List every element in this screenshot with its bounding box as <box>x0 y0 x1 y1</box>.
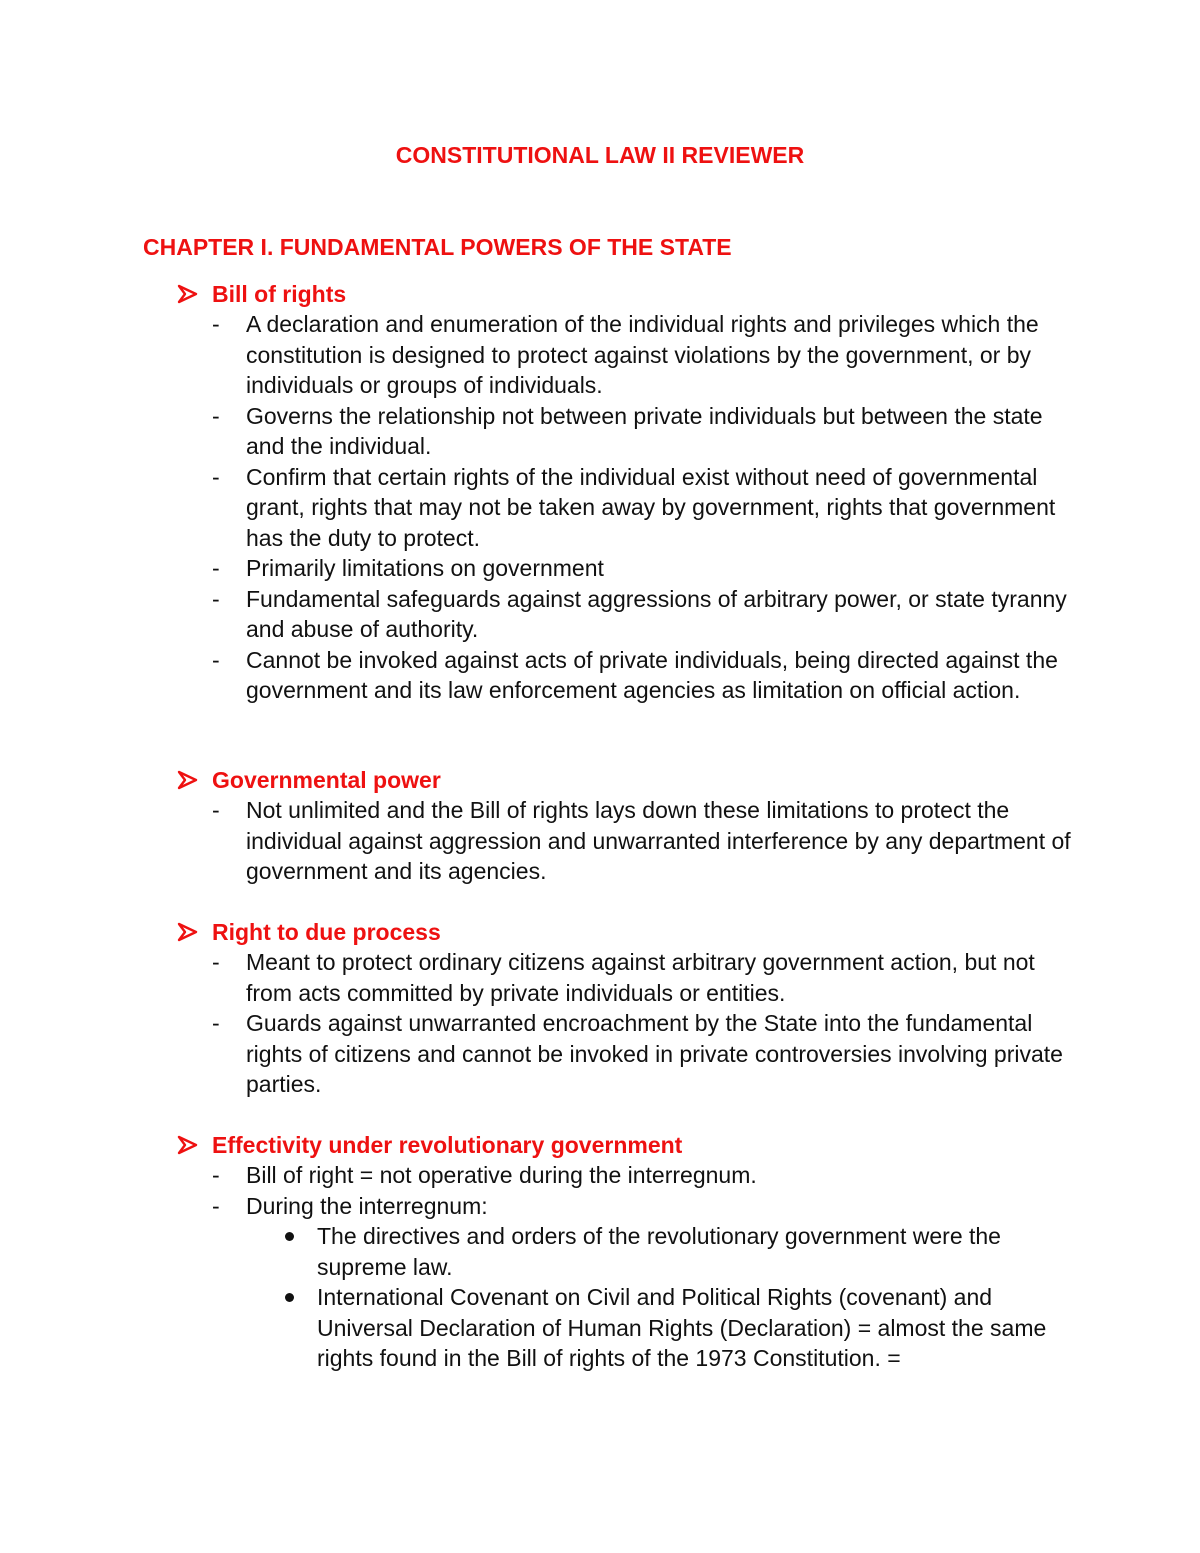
list-item: - Cannot be invoked against acts of private individuals, being directed against the government and its law enforcement agencies as limitation on official action. <box>212 646 1058 703</box>
section-bill-of-rights <box>174 279 1074 706</box>
list-item: - During the interregnum: <box>174 1191 1074 1222</box>
section-heading-text: Effectivity under revolutionary government <box>212 1132 683 1158</box>
section-heading <box>174 765 1074 795</box>
section-heading-text: Right to due process <box>212 919 441 945</box>
dash-icon: - <box>212 463 220 490</box>
sub-list-item: International Covenant on Civil and Political Rights (covenant) and Universal Declaration of Human Rights (Declaration) = almost the same rights found in the Bill of rights of the 1973 Constitution. = <box>174 1282 1074 1374</box>
arrow-bullet-icon <box>174 917 204 947</box>
bullet-dot-icon <box>285 1293 294 1302</box>
chapter-heading: CHAPTER I. FUNDAMENTAL POWERS OF THE STATE <box>143 234 732 260</box>
item-list <box>174 1160 1074 1221</box>
dash-icon: - <box>212 646 220 673</box>
list-item: - Meant to protect ordinary citizens against arbitrary government action, but not from acts committed by private individuals or entities. <box>212 949 1035 1006</box>
list-item: - Confirm that certain rights of the individual exist without need of governmental grant, rights that may not be taken away by government, rights that government has the duty to protect. <box>212 463 1056 551</box>
item-list <box>174 309 1074 706</box>
section-governmental-power <box>174 765 1074 887</box>
list-item: - Fundamental safeguards against aggressions of arbitrary power, or state tyranny and abuse of authority. <box>212 585 1067 642</box>
list-item: - Not unlimited and the Bill of rights lays down these limitations to protect the individual against aggression and unwarranted interference by any department of government and its agencies. <box>212 797 1071 884</box>
section-heading <box>174 279 1074 309</box>
arrow-bullet-icon <box>174 1130 204 1160</box>
sub-item-list <box>174 1221 1074 1374</box>
section-heading <box>174 1130 1074 1160</box>
section-heading-text: Bill of rights <box>212 281 347 307</box>
section-effectivity-revolutionary-government <box>174 1130 1074 1374</box>
dash-icon: - <box>212 585 220 612</box>
section-heading-text: Governmental power <box>212 767 441 793</box>
list-item: - Governs the relationship not between private individuals but between the state and the individual. <box>212 402 1043 459</box>
dash-icon: - <box>212 949 220 975</box>
sub-list-item: The directives and orders of the revolutionary government were the supreme law. <box>174 1221 1074 1282</box>
document-title: CONSTITUTIONAL LAW II REVIEWER <box>395 142 805 168</box>
dash-icon: - <box>212 311 220 337</box>
dash-icon: - <box>212 797 220 823</box>
item-list <box>174 795 1074 887</box>
list-item: - Primarily limitations on government <box>174 553 1074 584</box>
dash-icon: - <box>212 555 220 581</box>
dash-icon: - <box>212 1162 220 1188</box>
arrow-bullet-icon <box>174 279 204 309</box>
arrow-bullet-icon <box>174 765 204 795</box>
list-item: - Bill of right = not operative during the interregnum. <box>174 1160 1074 1191</box>
list-item: - Guards against unwarranted encroachment by the State into the fundamental rights of citizens and cannot be invoked in private controversies involving private parties. <box>212 1010 1063 1097</box>
dash-icon: - <box>212 402 220 429</box>
bullet-dot-icon <box>285 1232 294 1241</box>
section-heading <box>174 917 1074 947</box>
list-item: - A declaration and enumeration of the individual rights and privileges which the constitution is designed to protect against violations by the government, or by individuals or groups of individuals. <box>212 311 1039 398</box>
item-list <box>174 947 1074 1100</box>
dash-icon: - <box>212 1010 220 1036</box>
section-right-to-due-process <box>174 917 1074 1100</box>
dash-icon: - <box>212 1192 220 1219</box>
